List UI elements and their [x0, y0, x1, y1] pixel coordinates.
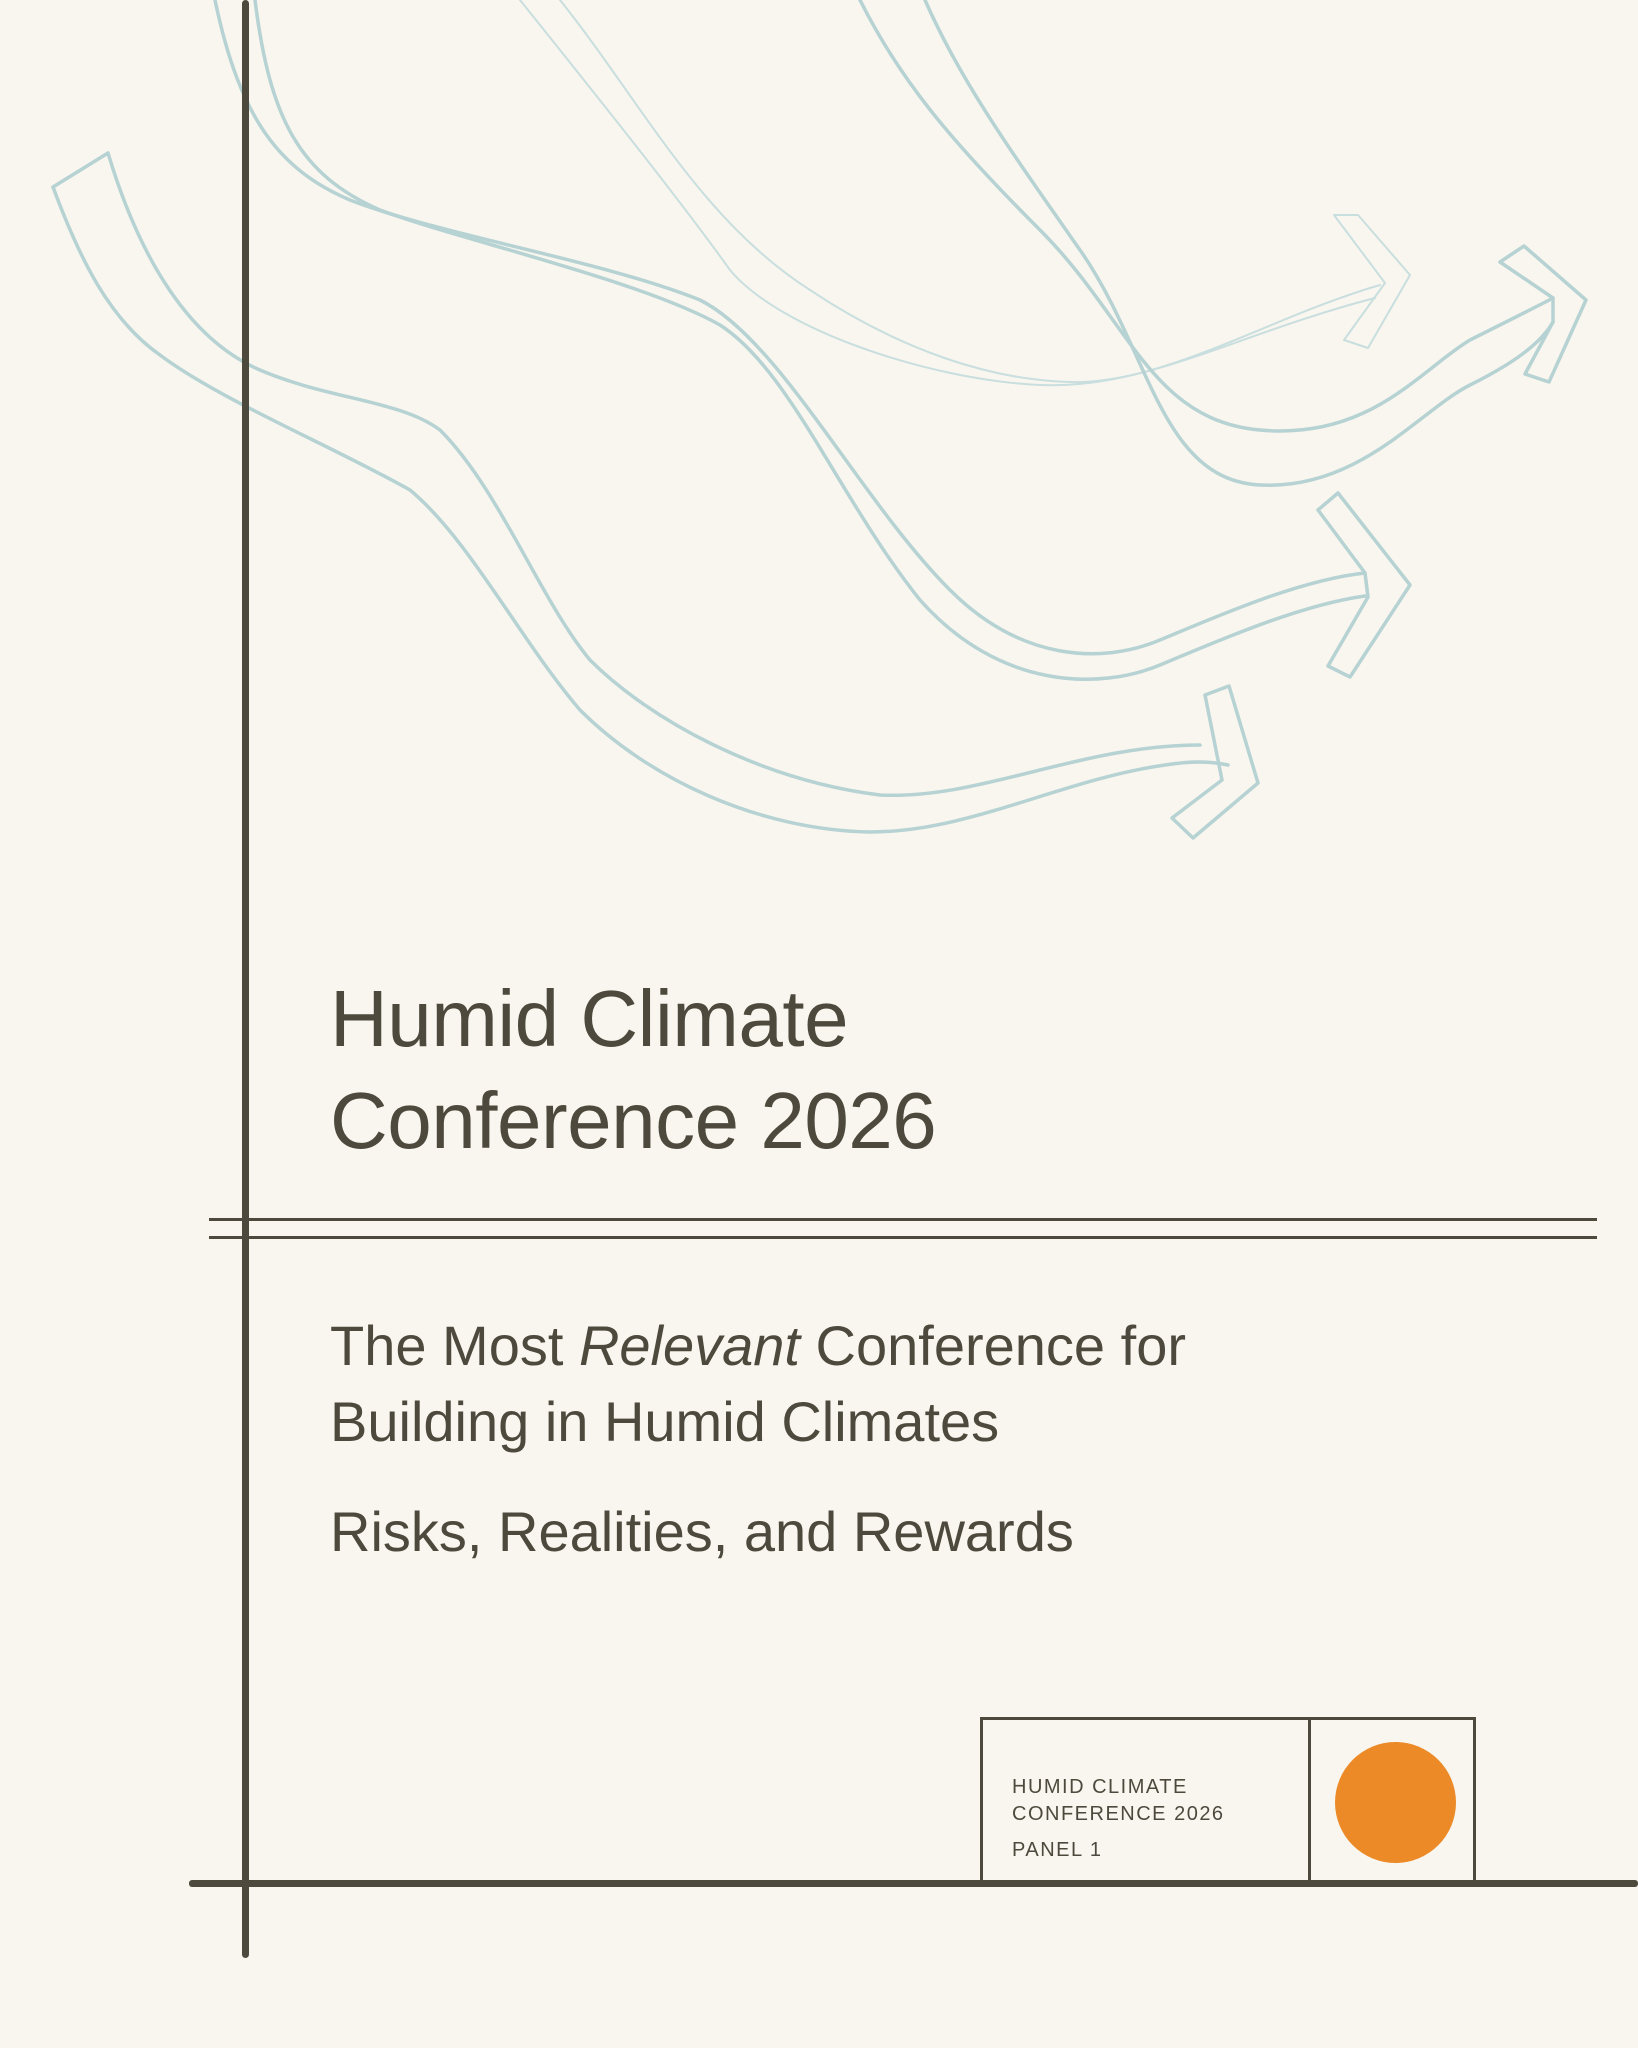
arrow-middle-1	[215, 0, 1365, 654]
horizontal-rule-bottom	[209, 1236, 1597, 1239]
arrow-middle-2	[255, 0, 1365, 679]
conference-badge	[980, 1717, 1476, 1883]
subtitle-prefix: The Most	[330, 1314, 579, 1377]
subtitle-emphasis: Relevant	[578, 1314, 800, 1377]
subtitle	[330, 1308, 1186, 1460]
badge-line-2: CONFERENCE 2026	[1012, 1803, 1225, 1825]
arrow-top-right-1	[860, 0, 1553, 431]
arrow-lower-2	[53, 187, 1228, 832]
badge-line-1: HUMID CLIMATE	[1012, 1776, 1188, 1798]
arrow-middle-head	[1318, 493, 1410, 677]
page-title	[330, 968, 936, 1172]
badge-text	[1012, 1774, 1225, 1864]
badge-divider	[1308, 1720, 1311, 1880]
arrow-thin-1	[520, 0, 1380, 385]
title-line-1: Humid Climate	[330, 974, 849, 1063]
arrow-lower-1	[108, 153, 1200, 795]
orange-dot-icon	[1335, 1742, 1456, 1863]
horizontal-rule-top	[209, 1218, 1597, 1221]
vertical-rule	[242, 0, 249, 1958]
tagline: Risks, Realities, and Rewards	[330, 1500, 1074, 1563]
arrow-thin-head	[1334, 215, 1410, 348]
arrow-thin-2	[560, 0, 1375, 382]
subtitle-line-2: Building in Humid Climates	[330, 1390, 1000, 1453]
arrow-top-right-2	[925, 0, 1553, 485]
arrow-lower-head	[53, 153, 1258, 838]
badge-panel-label: PANEL 1	[1012, 1839, 1103, 1861]
subtitle-suffix: Conference for	[800, 1314, 1186, 1377]
title-line-2: Conference 2026	[330, 1076, 937, 1165]
